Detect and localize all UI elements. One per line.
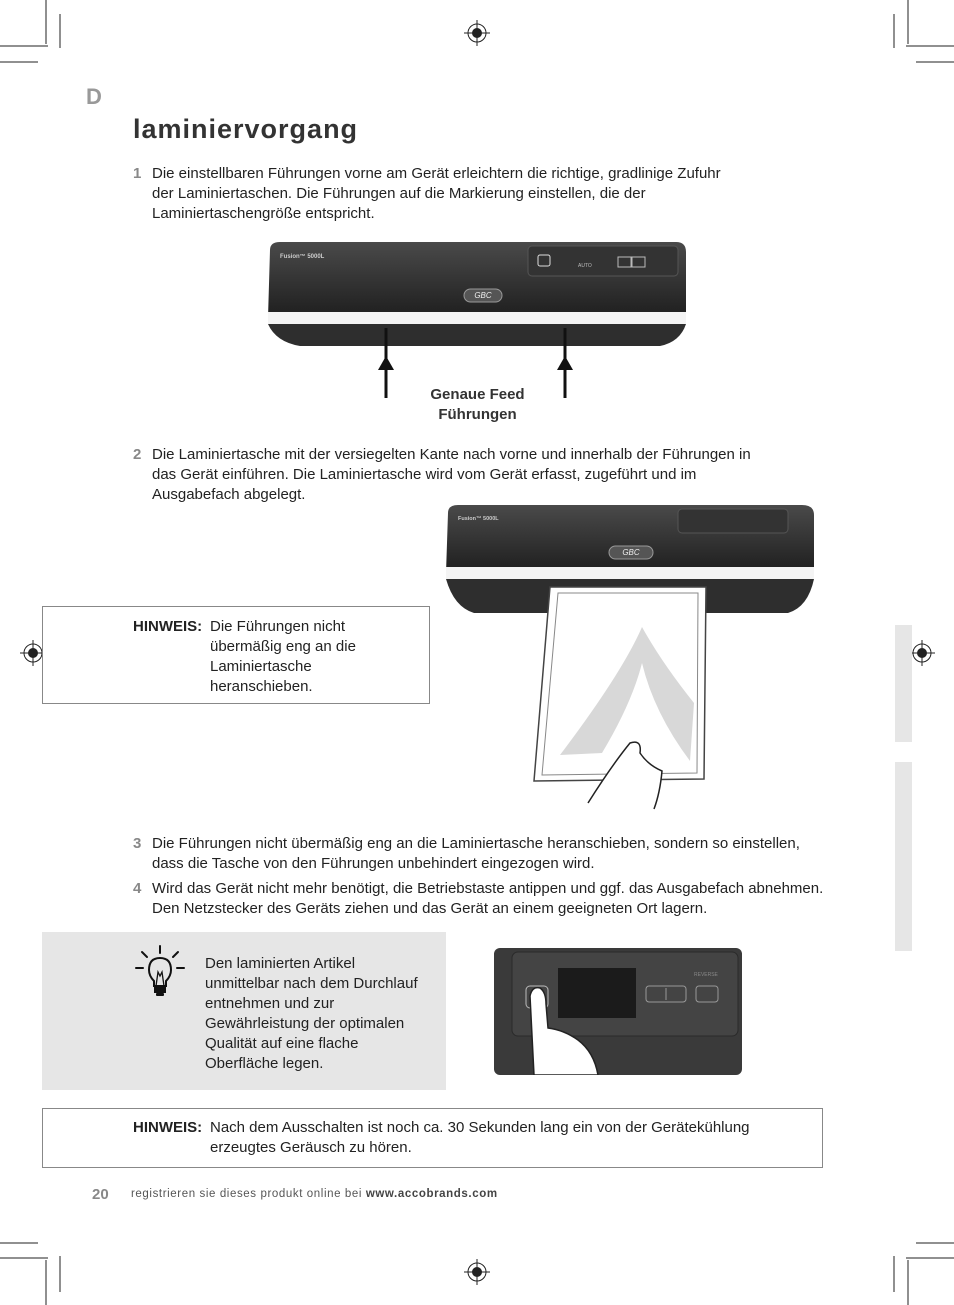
language-marker: D [86,84,102,109]
tip-box [42,932,446,1090]
laminator-front-figure [260,238,692,400]
step-text: Die Führungen nicht übermäßig eng an die Laminiertasche heranschieben, sondern so einstellen, dass die Tasche von den Führungen unbehindert eingezogen wird. [152,835,800,872]
step-text: Die Laminiertasche mit der versiegelten Kante nach vorne und innerhalb der Führungen in das Gerät einführen. Die Laminiertasche wird vom Gerät erfasst, zugeführt und im Ausgabefach abgelegt. [152,446,751,503]
sidebar-tab-lower [895,762,912,951]
tip-text: Den laminierten Artikel unmittelbar nach dem Durchlauf entnehmen und zur Gewährleistung der optimalen Qualität auf eine flache Oberfläche legen. [205,955,418,1072]
display-screen [558,968,636,1018]
sidebar-tab-upper [895,625,912,742]
lightbulb-icon [134,944,186,1002]
control-panel [678,509,788,533]
note-text: Die Führungen nicht übermäßig eng an die Laminiertasche heranschieben. [210,618,356,695]
laminator-feeding-figure [442,503,816,811]
note-box-2 [42,1108,823,1168]
note-box-1 [42,606,430,704]
brand-logo: GBC [622,548,640,557]
footer-label: registrieren sie dieses produkt online bei [131,1188,363,1200]
figure-caption-line-2: Führungen [438,406,517,423]
step-text: Die einstellbaren Führungen vorne am Gerät erleichtern die richtige, gradlinige Zufuhr der Laminiertaschen. Die Führungen auf die Markierung einstellen, die der Laminiertaschengröße entspricht. [152,165,721,222]
page-title: laminiervorgang [133,114,359,144]
feed-slot [446,567,814,579]
feed-slot [268,312,686,324]
step-1 [133,164,743,224]
feed-tray [268,324,686,346]
step-number: 1 [133,165,142,182]
footer-url[interactable]: www.accobrands.com [365,1188,498,1200]
figure-caption [390,385,565,425]
brand-logo: GBC [474,291,492,300]
model-label: Fusion™ 5000L [458,516,499,522]
step-3 [133,834,813,874]
note-label: HINWEIS: [133,618,203,635]
footer-text [131,1188,498,1200]
step-2 [133,445,783,505]
figure-caption-line-1: Genaue Feed [430,386,525,403]
step-number: 3 [133,835,142,852]
display-text: AUTO [578,263,592,269]
step-number: 4 [133,880,142,897]
reverse-label: REVERSE [694,972,718,978]
step-text: Wird das Gerät nicht mehr benötigt, die Betriebstaste antippen und ggf. das Ausgabefach abnehmen. Den Netzstecker des Geräts ziehen und das Gerät an einem geeigneten Ort lagern. [152,880,824,917]
note-text: Nach dem Ausschalten ist noch ca. 30 Sekunden lang ein von der Gerätekühlung erzeugtes Geräusch zu hören. [210,1119,750,1156]
left-guide-arrowhead [378,356,394,370]
step-4 [133,879,833,919]
note-label: HINWEIS: [133,1119,203,1136]
step-number: 2 [133,446,142,463]
power-button-figure [494,948,742,1075]
model-label: Fusion™ 5000L [280,254,325,260]
right-guide-arrowhead [557,356,573,370]
page-number: 20 [92,1186,109,1203]
